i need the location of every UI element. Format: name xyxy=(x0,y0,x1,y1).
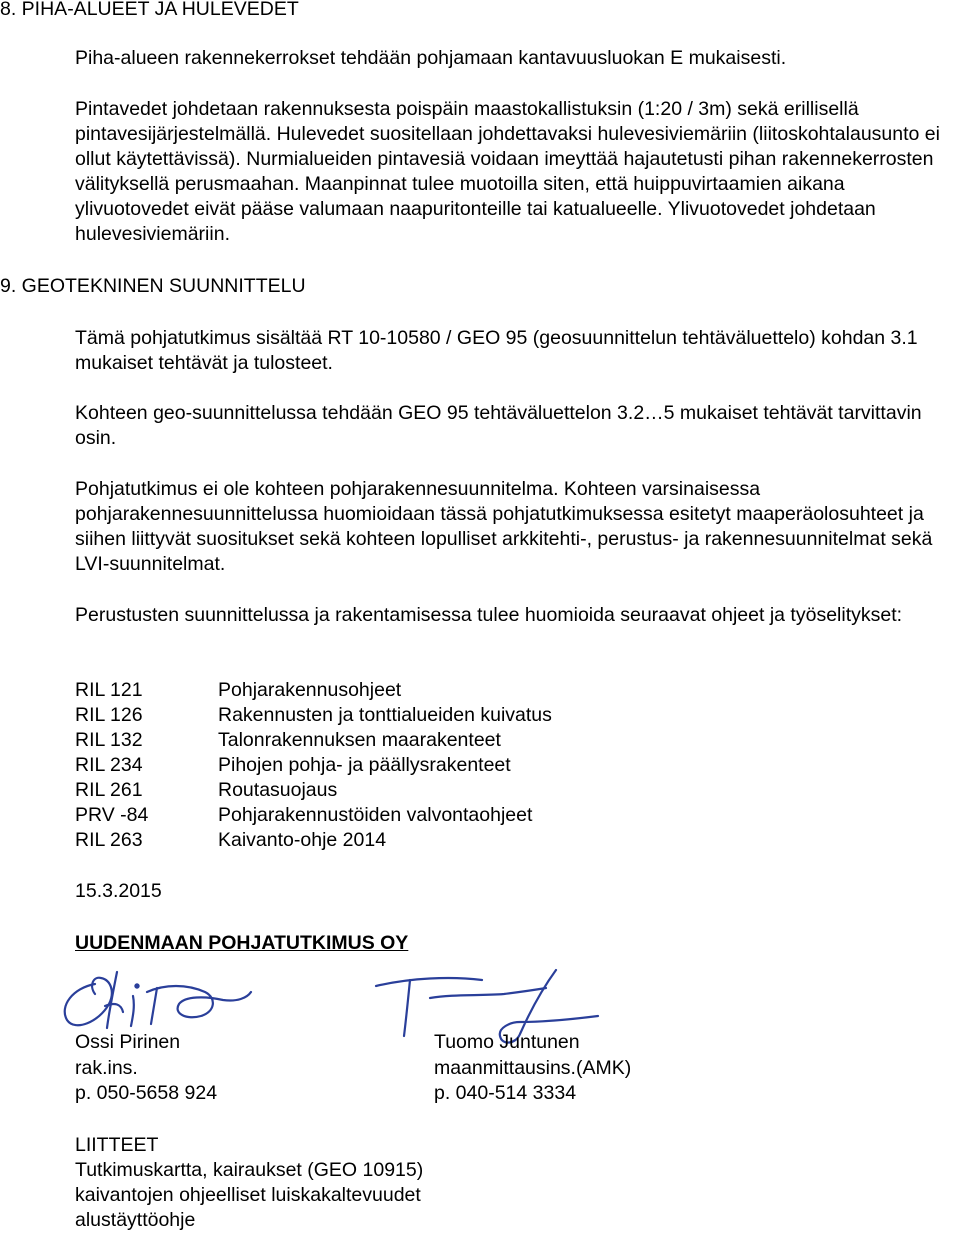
section-9-paragraph-4: Perustusten suunnittelussa ja rakentamisessa tulee huomioida seuraavat ohjeet ja työselitykset: xyxy=(75,604,903,626)
signatory-title: maanmittausins.(AMK) xyxy=(434,1056,632,1079)
reference-item xyxy=(75,678,775,703)
reference-item xyxy=(75,803,775,828)
signatory-phone: p. 040-514 3334 xyxy=(434,1082,577,1104)
reference-code: PRV -84 xyxy=(75,804,149,826)
signatory-title: rak.ins. xyxy=(75,1056,138,1079)
document-date: 15.3.2015 xyxy=(75,880,162,902)
signatory-block xyxy=(434,1030,631,1107)
attachment-item: Tutkimuskartta, kairaukset (GEO 10915) xyxy=(75,1159,424,1181)
section-8-paragraph-2: Pintavedet johdetaan rakennuksesta poispäin maastokallistuksin (1:20 / 3m) sekä erillisellä pintavesijärjestelmällä. Hulevedet suositellaan johdettavaksi hulevesiviemäriin (liitoskohtalausunto ei ollut käytettävissä). Nurmialueiden pintavesiä voidaan imeyttää hajautetusti pihan rakennekerrosten välityksellä perusmaahan. Maanpinnat tulee muotoilla siten, että huippuvirtaamien aikana ylivuotovedet eivät pääse valumaan naapuritonteille tai katualueelle. Ylivuotovedet johdetaan hulevesiviemäriin. xyxy=(75,98,940,245)
section-9-paragraph-2: Kohteen geo-suunnittelussa tehdään GEO 95 tehtäväluettelon 3.2…5 mukaiset tehtävät tarvittavin osin. xyxy=(75,402,922,449)
section-9-paragraph-1: Tämä pohjatutkimus sisältää RT 10-10580 / GEO 95 (geosuunnittelun tehtäväluettelo) kohdan 3.1 mukaiset tehtävät ja tulosteet. xyxy=(75,327,918,374)
section-9-heading: 9. GEOTEKNINEN SUUNNITTELU xyxy=(0,275,306,297)
reference-code: RIL 263 xyxy=(75,829,143,851)
reference-code: RIL 234 xyxy=(75,754,143,776)
reference-title: Kaivanto-ohje 2014 xyxy=(218,829,387,851)
signatory-name: Tuomo Juntunen xyxy=(434,1031,580,1053)
reference-item xyxy=(75,753,775,778)
reference-title: Talonrakennuksen maarakenteet xyxy=(218,729,501,751)
reference-title: Pohjarakennustöiden valvontaohjeet xyxy=(218,804,533,826)
reference-title: Routasuojaus xyxy=(218,779,338,801)
reference-title: Pihojen pohja- ja päällysrakenteet xyxy=(218,754,511,776)
reference-code: RIL 126 xyxy=(75,704,143,726)
signatory-name: Ossi Pirinen xyxy=(75,1031,181,1053)
company-name: UUDENMAAN POHJATUTKIMUS OY xyxy=(75,932,409,954)
reference-item xyxy=(75,703,775,728)
reference-item xyxy=(75,728,775,753)
section-8-paragraph-1: Piha-alueen rakennekerrokset tehdään pohjamaan kantavuusluokan E mukaisesti. xyxy=(75,47,787,69)
attachments-heading: LIITTEET xyxy=(75,1134,159,1156)
reference-code: RIL 261 xyxy=(75,779,143,801)
reference-code: RIL 132 xyxy=(75,729,143,751)
reference-title: Rakennusten ja tonttialueiden kuivatus xyxy=(218,704,552,726)
reference-item xyxy=(75,828,775,853)
section-9-paragraph-3: Pohjatutkimus ei ole kohteen pohjarakennesuunnitelma. Kohteen varsinaisessa pohjarakennesuunnittelussa huomioidaan tässä pohjatutkimuksessa esitetyt maaperäolosuhteet ja siihen liittyvät suositukset sekä kohteen lopulliset arkkitehti-, perustus- ja rakennesuunnitelmat sekä LVI-suunnitelmat. xyxy=(75,478,933,575)
attachment-item: kaivantojen ohjeelliset luiskakaltevuudet xyxy=(75,1184,421,1206)
reference-item xyxy=(75,778,775,803)
section-8-heading: 8. PIHA-ALUEET JA HULEVEDET xyxy=(0,0,299,20)
reference-code: RIL 121 xyxy=(75,679,143,701)
reference-title: Pohjarakennusohjeet xyxy=(218,679,402,701)
signatory-phone: p. 050-5658 924 xyxy=(75,1082,218,1104)
signatory-block xyxy=(75,1030,217,1107)
attachment-item: alustäyttöohje xyxy=(75,1209,196,1231)
signature-ossi-pirinen xyxy=(55,962,255,1034)
